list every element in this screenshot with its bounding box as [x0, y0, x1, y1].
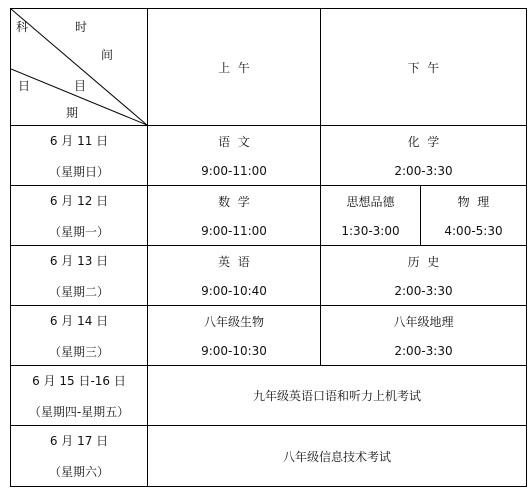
date-cell [11, 306, 147, 365]
corner-label-jian: 间 [101, 48, 114, 62]
morning-exam-cell [148, 186, 320, 245]
exam-subject: 历 史 [407, 255, 440, 269]
exam-time: 9:00-11:00 [201, 164, 267, 178]
date-text: 6 月 11 日 [49, 133, 109, 148]
weekday-text: （星期六） [48, 465, 109, 479]
exam-subject: 英 语 [218, 255, 250, 269]
exam-subject: 物 理 [457, 195, 490, 209]
morning-exam-cell [148, 306, 320, 365]
corner-label-ke: 科 [16, 20, 29, 34]
weekday-text: （星期一） [48, 224, 109, 239]
morning-exam-cell [148, 126, 320, 185]
exam-subject: 化 学 [407, 135, 440, 149]
header-morning: 上 午 [218, 60, 250, 75]
exam-time: 2:00-3:30 [394, 344, 453, 358]
date-cell [11, 426, 147, 486]
exam-subject: 语 文 [218, 135, 250, 149]
date-text: 6 月 14 日 [49, 313, 109, 328]
afternoon-exam-cell-first [321, 186, 420, 245]
date-cell [11, 366, 147, 425]
date-cell [11, 186, 147, 245]
date-cell [11, 126, 147, 185]
exam-time: 9:00-10:30 [201, 344, 267, 358]
date-text: 6 月 15 日-16 日 [32, 373, 126, 388]
morning-exam-cell [148, 246, 320, 305]
afternoon-exam-cell [321, 306, 526, 365]
header-afternoon: 下 午 [407, 60, 440, 75]
corner-label-qi: 期 [66, 106, 79, 120]
corner-label-ri: 日 [18, 79, 31, 93]
exam-subject: 八年级生物 [203, 315, 264, 329]
weekday-text: （星期日） [48, 164, 109, 179]
table-border-bottom [10, 486, 527, 487]
exam-time: 1:30-3:00 [341, 224, 400, 238]
exam-time: 2:00-3:30 [394, 164, 453, 178]
exam-time: 4:00-5:30 [444, 224, 503, 238]
afternoon-exam-cell [321, 246, 526, 305]
table-border-right [526, 8, 527, 487]
date-text: 6 月 12 日 [49, 193, 109, 208]
afternoon-exam-cell-second [421, 186, 526, 245]
full-day-exam-cell: 八年级信息技术考试 [282, 449, 391, 464]
exam-time: 9:00-10:40 [201, 284, 267, 298]
date-cell [11, 246, 147, 305]
corner-label-mu: 目 [74, 79, 87, 93]
afternoon-exam-cell [321, 126, 526, 185]
full-day-exam-cell: 九年级英语口语和听力上机考试 [252, 389, 421, 403]
exam-subject: 思想品德 [346, 195, 395, 209]
date-text: 6 月 13 日 [49, 253, 109, 268]
exam-time: 9:00-11:00 [201, 224, 267, 238]
corner-label-shi: 时 [75, 20, 88, 34]
weekday-text: （星期四-星期五） [28, 404, 130, 419]
weekday-text: （星期二） [48, 284, 109, 299]
date-text: 6 月 17 日 [49, 434, 109, 448]
exam-subject: 八年级地理 [393, 315, 454, 329]
exam-subject: 数 学 [218, 195, 250, 209]
weekday-text: （星期三） [48, 344, 109, 359]
exam-time: 2:00-3:30 [394, 284, 453, 298]
